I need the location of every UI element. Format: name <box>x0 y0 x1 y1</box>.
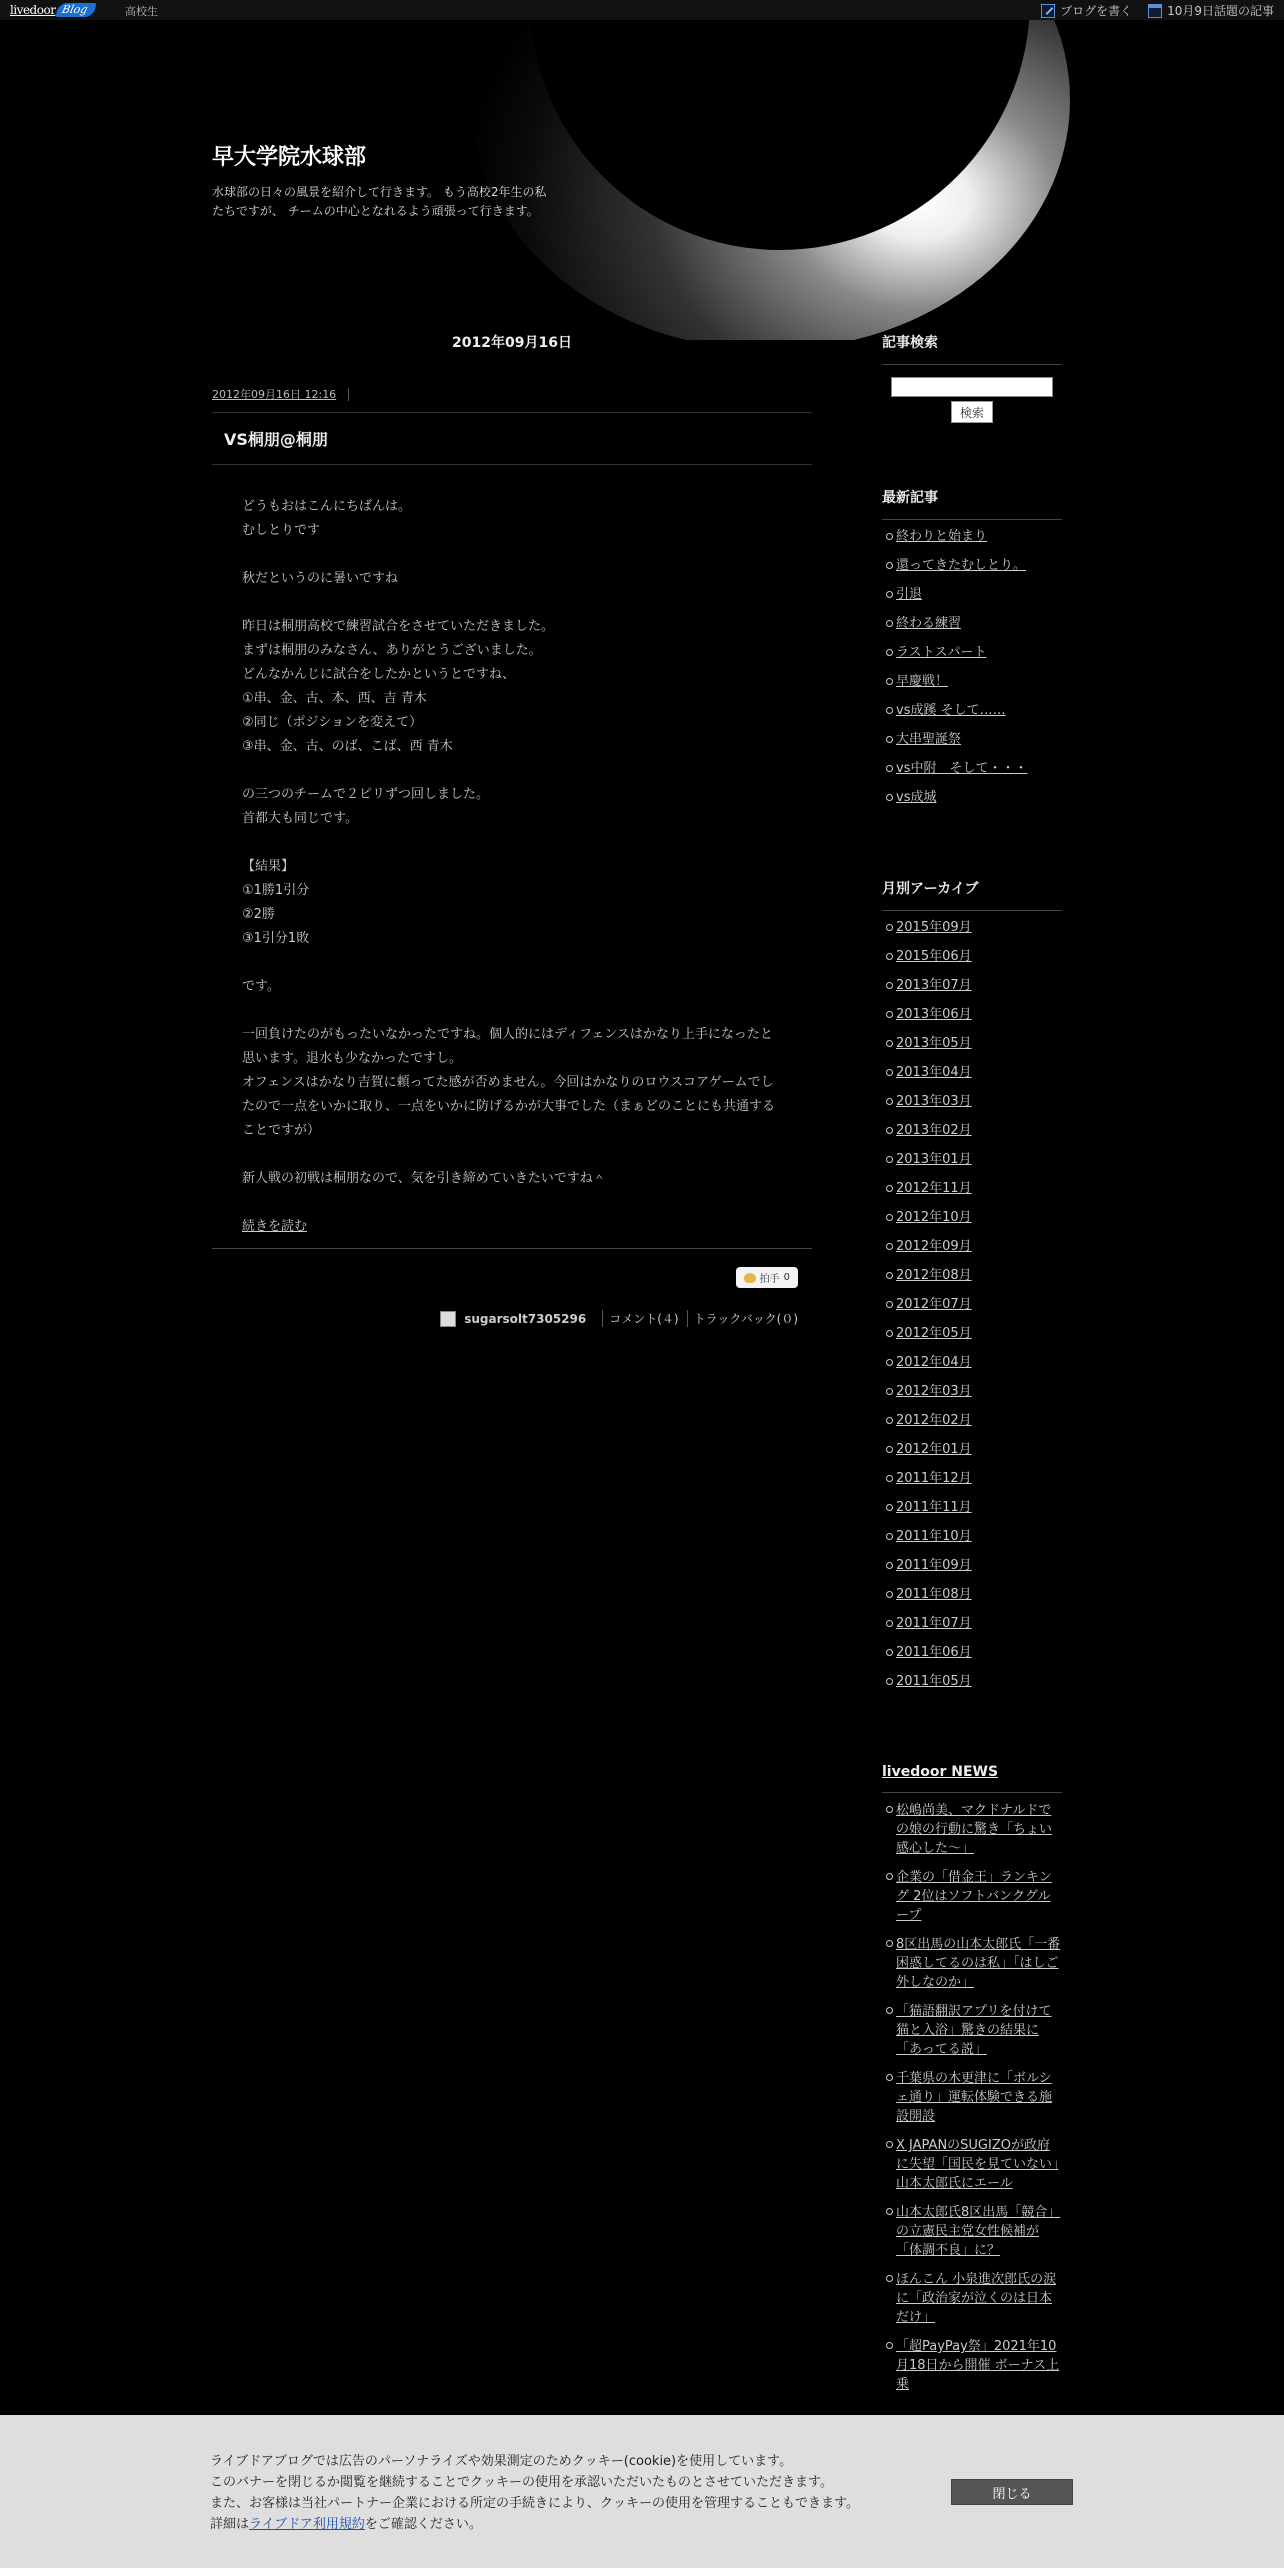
post-body-line: ①1勝1引分 <box>242 883 310 898</box>
list-item <box>882 1528 1062 1545</box>
list-item <box>882 1557 1062 1574</box>
news-heading <box>882 1764 1062 1793</box>
cookie-detail-prefix: 詳細は <box>210 2517 250 2532</box>
date-heading: 2012年09月16日 <box>452 335 572 351</box>
list-item <box>882 644 1062 661</box>
list-item <box>882 2069 1062 2126</box>
archive-month-link[interactable]: 2013年06月 <box>896 1007 972 1022</box>
archive-month-link[interactable]: 2012年01月 <box>896 1442 972 1457</box>
list-item <box>882 1238 1062 1255</box>
list-item <box>882 760 1062 777</box>
cookie-detail-line <box>210 2514 859 2535</box>
cookie-line: このバナーを閉じるか閲覧を継続することでクッキーの使用を承認いただいたものとさせていただきます。 <box>210 2475 833 2490</box>
post-body-line: どんなかんじに試合をしたかというとですね、 <box>242 667 516 682</box>
archive-month-link[interactable]: 2011年05月 <box>896 1674 972 1689</box>
logo-text: livedoor <box>10 3 56 17</box>
news-article-link[interactable]: 8区出馬の山本太郎氏「一番困惑してるのは私」「はしご外しなのか」 <box>896 1937 1061 1990</box>
list-item <box>882 1499 1062 1516</box>
post-body <box>212 465 812 1191</box>
list-item <box>882 1935 1062 1992</box>
cookie-line: また、お客様は当社パートナー企業における所定の手続きにより、クッキーの使用を管理することもできます。 <box>210 2496 859 2511</box>
archive-month-link[interactable]: 2012年11月 <box>896 1181 972 1196</box>
recent-post-link[interactable]: vs成蹊 そして…… <box>896 703 1006 718</box>
blog-description: 水球部の日々の風景を紹介して行きます。 もう高校2年生の私たちですが、 チームの中心となれるよう頑張って行きます。 <box>212 185 547 218</box>
post-body-line: ③1引分1敗 <box>242 931 310 946</box>
list-item <box>882 1035 1062 1052</box>
archive-month-link[interactable]: 2013年03月 <box>896 1094 972 1109</box>
post-body-line: むしとりです <box>242 523 321 538</box>
post-body-line: 首都大も同じです。 <box>242 811 358 826</box>
recent-post-link[interactable]: vs中附 そして・・・ <box>896 761 1028 776</box>
list-item <box>882 919 1062 936</box>
recent-post-link[interactable]: 早慶戦！ <box>896 674 949 689</box>
post-body-line <box>242 999 782 1023</box>
post-body-line: オフェンスはかなり吉賀に頼ってた感が否めません。今回はかなりのロウスコアゲームでしたので一点をいかに取り、一点をいかに防げるかが大事でした（まぁどのことにも共通することですが） <box>242 1075 776 1138</box>
archive-month-link[interactable]: 2012年02月 <box>896 1413 972 1428</box>
recent-post-link[interactable]: 終わる練習 <box>896 616 962 631</box>
post-divider <box>212 1248 812 1249</box>
post-body-line <box>242 543 782 567</box>
list-item <box>882 673 1062 690</box>
search-box <box>882 365 1062 423</box>
list-item <box>882 1093 1062 1110</box>
post-body-line: ③串、金、古、のば、こば、西 青木 <box>242 739 453 754</box>
news-article-link[interactable]: 企業の「借金王」ランキング 2位はソフトバンクグループ <box>896 1870 1052 1923</box>
news-article-link[interactable]: 「超PayPay祭」2021年10月18日から開催 ボーナス上乗 <box>896 2339 1060 2392</box>
category-link[interactable]: 高校生 <box>125 5 158 18</box>
clap-button[interactable] <box>736 1267 798 1288</box>
list-item <box>882 1441 1062 1458</box>
list-item <box>882 1673 1062 1690</box>
list-item <box>882 1267 1062 1284</box>
archive-month-link[interactable]: 2011年10月 <box>896 1529 972 1544</box>
list-item <box>882 1412 1062 1429</box>
clap-count: 0 <box>783 1272 790 1283</box>
post-body-line: の三つのチームで２ピリずつ回しました。 <box>242 787 490 802</box>
trending-label: 10月9日話題の記事 <box>1167 4 1274 18</box>
author-name: sugarsolt7305296 <box>464 1311 587 1326</box>
search-button[interactable]: 検索 <box>951 401 993 423</box>
main-column <box>212 332 812 1327</box>
archive-month-link[interactable]: 2012年03月 <box>896 1384 972 1399</box>
post-body-line <box>242 1143 782 1167</box>
list-item <box>882 1296 1062 1313</box>
post-body-line: ①串、金、古、本、西、吉 青木 <box>242 691 427 706</box>
search-input[interactable] <box>891 377 1053 397</box>
list-item <box>882 948 1062 965</box>
archive-month-link[interactable]: 2013年01月 <box>896 1152 972 1167</box>
news-article-link[interactable]: 松嶋尚美、マクドナルドでの娘の行動に驚き「ちょい感心した〜」 <box>896 1803 1053 1856</box>
recent-post-link[interactable]: 還ってきたむしとり。 <box>896 558 1027 573</box>
post-body-line: ②2勝 <box>242 907 275 922</box>
read-more-link[interactable]: 続きを読む <box>242 1219 308 1234</box>
news-heading-link[interactable]: livedoor NEWS <box>882 1764 999 1780</box>
clap-label: 拍手 <box>759 1274 780 1285</box>
list-item <box>882 1064 1062 1081</box>
news-article-link[interactable]: X JAPANのSUGIZOが政府に失望「国民を見ていない」山本太郎氏にエール <box>896 2138 1059 2191</box>
recent-post-link[interactable]: ラストスパート <box>896 645 987 660</box>
blog-title[interactable]: 早大学院水球部 <box>212 145 367 170</box>
archive-month-link[interactable]: 2015年06月 <box>896 949 972 964</box>
list-item <box>882 2203 1062 2260</box>
post-body-line: 新人戦の初戦は桐朋なので、気を引き締めていきたいですね＾ <box>242 1171 606 1186</box>
trending-link[interactable] <box>1148 2 1274 19</box>
post-body-line: ②同じ（ポジションを変えて） <box>242 715 423 730</box>
post-body-line <box>242 759 782 783</box>
logo-blog-badge: Blog <box>56 3 97 17</box>
list-item <box>882 615 1062 632</box>
list-item <box>882 2337 1062 2394</box>
recent-post-link[interactable]: 終わりと始まり <box>896 529 988 544</box>
archive-heading: 月別アーカイブ <box>882 878 1062 911</box>
post-title[interactable]: VS桐朋@桐朋 <box>212 413 812 465</box>
list-item <box>882 1383 1062 1400</box>
post-timestamp[interactable]: 2012年09月16日 12:16 <box>212 388 349 401</box>
cookie-detail-suffix: をご確認ください。 <box>364 2517 482 2532</box>
list-item <box>882 731 1062 748</box>
list-item <box>882 1122 1062 1139</box>
post-body-line: 昨日は桐朋高校で練習試合をさせていただきました。 <box>242 619 555 634</box>
blog-header <box>0 20 1284 340</box>
recent-posts-list <box>882 520 1062 806</box>
cookie-banner <box>0 2415 1284 2568</box>
list-item <box>882 1644 1062 1661</box>
archive-month-link[interactable]: 2013年04月 <box>896 1065 972 1080</box>
post-meta <box>212 386 812 413</box>
cookie-line: ライブドアブログでは広告のパーソナライズや効果測定のためクッキー(cookie)を使用しています。 <box>210 2454 793 2469</box>
archive-month-link[interactable]: 2013年07月 <box>896 978 972 993</box>
list-item <box>882 1151 1062 1168</box>
comments-link[interactable]: コメント(４) <box>602 1310 678 1327</box>
search-heading: 記事検索 <box>882 332 1062 365</box>
list-item <box>882 1354 1062 1371</box>
list-item <box>882 1470 1062 1487</box>
list-item <box>882 2136 1062 2193</box>
cookie-close-button[interactable]: 閉じる <box>951 2479 1073 2505</box>
archive-month-link[interactable]: 2011年12月 <box>896 1471 972 1486</box>
terms-link[interactable]: ライブドア利用規約 <box>249 2517 365 2532</box>
list-item <box>882 1325 1062 1342</box>
recent-post-link[interactable]: vs成城 <box>896 790 937 805</box>
news-article-link[interactable]: 「猫語翻訳アプリを付けて猫と入浴」驚きの結果に「あってる説」 <box>896 2004 1052 2057</box>
archive-list <box>882 911 1062 1690</box>
list-item <box>882 2002 1062 2059</box>
archive-month-link[interactable]: 2012年08月 <box>896 1268 972 1283</box>
news-article-link[interactable]: 千葉県の木更津に「ボルシェ通り」運転体験できる施設開設 <box>896 2071 1053 2124</box>
write-blog-link[interactable] <box>1041 2 1132 19</box>
livedoor-blog-logo[interactable] <box>10 1 96 19</box>
clap-hand-icon <box>744 1273 756 1283</box>
recent-post-link[interactable]: 大串聖誕祭 <box>896 732 962 747</box>
archive-month-link[interactable]: 2012年05月 <box>896 1326 972 1341</box>
list-item <box>882 1868 1062 1925</box>
post-body-line <box>242 591 782 615</box>
trackbacks-link[interactable]: トラックバック(０) <box>687 1310 798 1327</box>
calendar-icon <box>1148 4 1162 18</box>
list-item <box>882 1006 1062 1023</box>
archive-month-link[interactable]: 2012年07月 <box>896 1297 972 1312</box>
archive-month-link[interactable]: 2011年06月 <box>896 1645 972 1660</box>
list-item <box>882 1615 1062 1632</box>
cookie-text <box>210 2451 859 2535</box>
post-body-line: どうもおはこんにちばんは。 <box>242 499 412 514</box>
archive-month-link[interactable]: 2013年05月 <box>896 1036 972 1051</box>
archive-month-link[interactable]: 2015年09月 <box>896 920 972 935</box>
list-item <box>882 557 1062 574</box>
post-body-line: まずは桐朋のみなさん、ありがとうございました。 <box>242 643 542 658</box>
list-item <box>882 586 1062 603</box>
list-item <box>882 528 1062 545</box>
list-item <box>882 789 1062 806</box>
recent-heading: 最新記事 <box>882 487 1062 520</box>
news-article-link[interactable]: 山本太郎氏8区出馬「競合」の立憲民主党女性候補が「体調不良」に？ <box>896 2205 1061 2258</box>
post-footer <box>212 1288 812 1327</box>
news-article-link[interactable]: ほんこん 小泉進次郎氏の涙に「政治家が泣くのは日本だけ」 <box>896 2272 1057 2325</box>
list-item <box>882 1180 1062 1197</box>
list-item <box>882 1586 1062 1603</box>
author-avatar-icon <box>440 1311 456 1327</box>
archive-month-link[interactable]: 2011年09月 <box>896 1558 972 1573</box>
post-body-line: 【結果】 <box>242 859 295 874</box>
list-item <box>882 977 1062 994</box>
list-item <box>882 702 1062 719</box>
pencil-icon <box>1041 4 1055 18</box>
top-bar <box>0 0 1284 20</box>
write-blog-label: ブログを書く <box>1060 4 1133 18</box>
post-body-line <box>242 951 782 975</box>
post-body-line <box>242 831 782 855</box>
post-body-line: 秋だというのに暑いですね <box>242 571 399 586</box>
archive-month-link[interactable]: 2013年02月 <box>896 1123 972 1138</box>
sidebar <box>882 332 1062 2404</box>
archive-month-link[interactable]: 2012年04月 <box>896 1355 972 1370</box>
archive-month-link[interactable]: 2011年07月 <box>896 1616 972 1631</box>
archive-month-link[interactable]: 2011年08月 <box>896 1587 972 1602</box>
archive-month-link[interactable]: 2012年09月 <box>896 1239 972 1254</box>
archive-month-link[interactable]: 2012年10月 <box>896 1210 972 1225</box>
post-body-line: 一回負けたのがもったいなかったですね。個人的にはディフェンスはかなり上手になったと思います。退水も少なかったですし。 <box>242 1027 773 1066</box>
recent-post-link[interactable]: 引退 <box>896 587 923 602</box>
news-list <box>882 1793 1062 2394</box>
archive-month-link[interactable]: 2011年11月 <box>896 1500 972 1515</box>
list-item <box>882 1209 1062 1226</box>
list-item <box>882 1801 1062 1858</box>
post-body-line: です。 <box>242 979 280 994</box>
list-item <box>882 2270 1062 2327</box>
